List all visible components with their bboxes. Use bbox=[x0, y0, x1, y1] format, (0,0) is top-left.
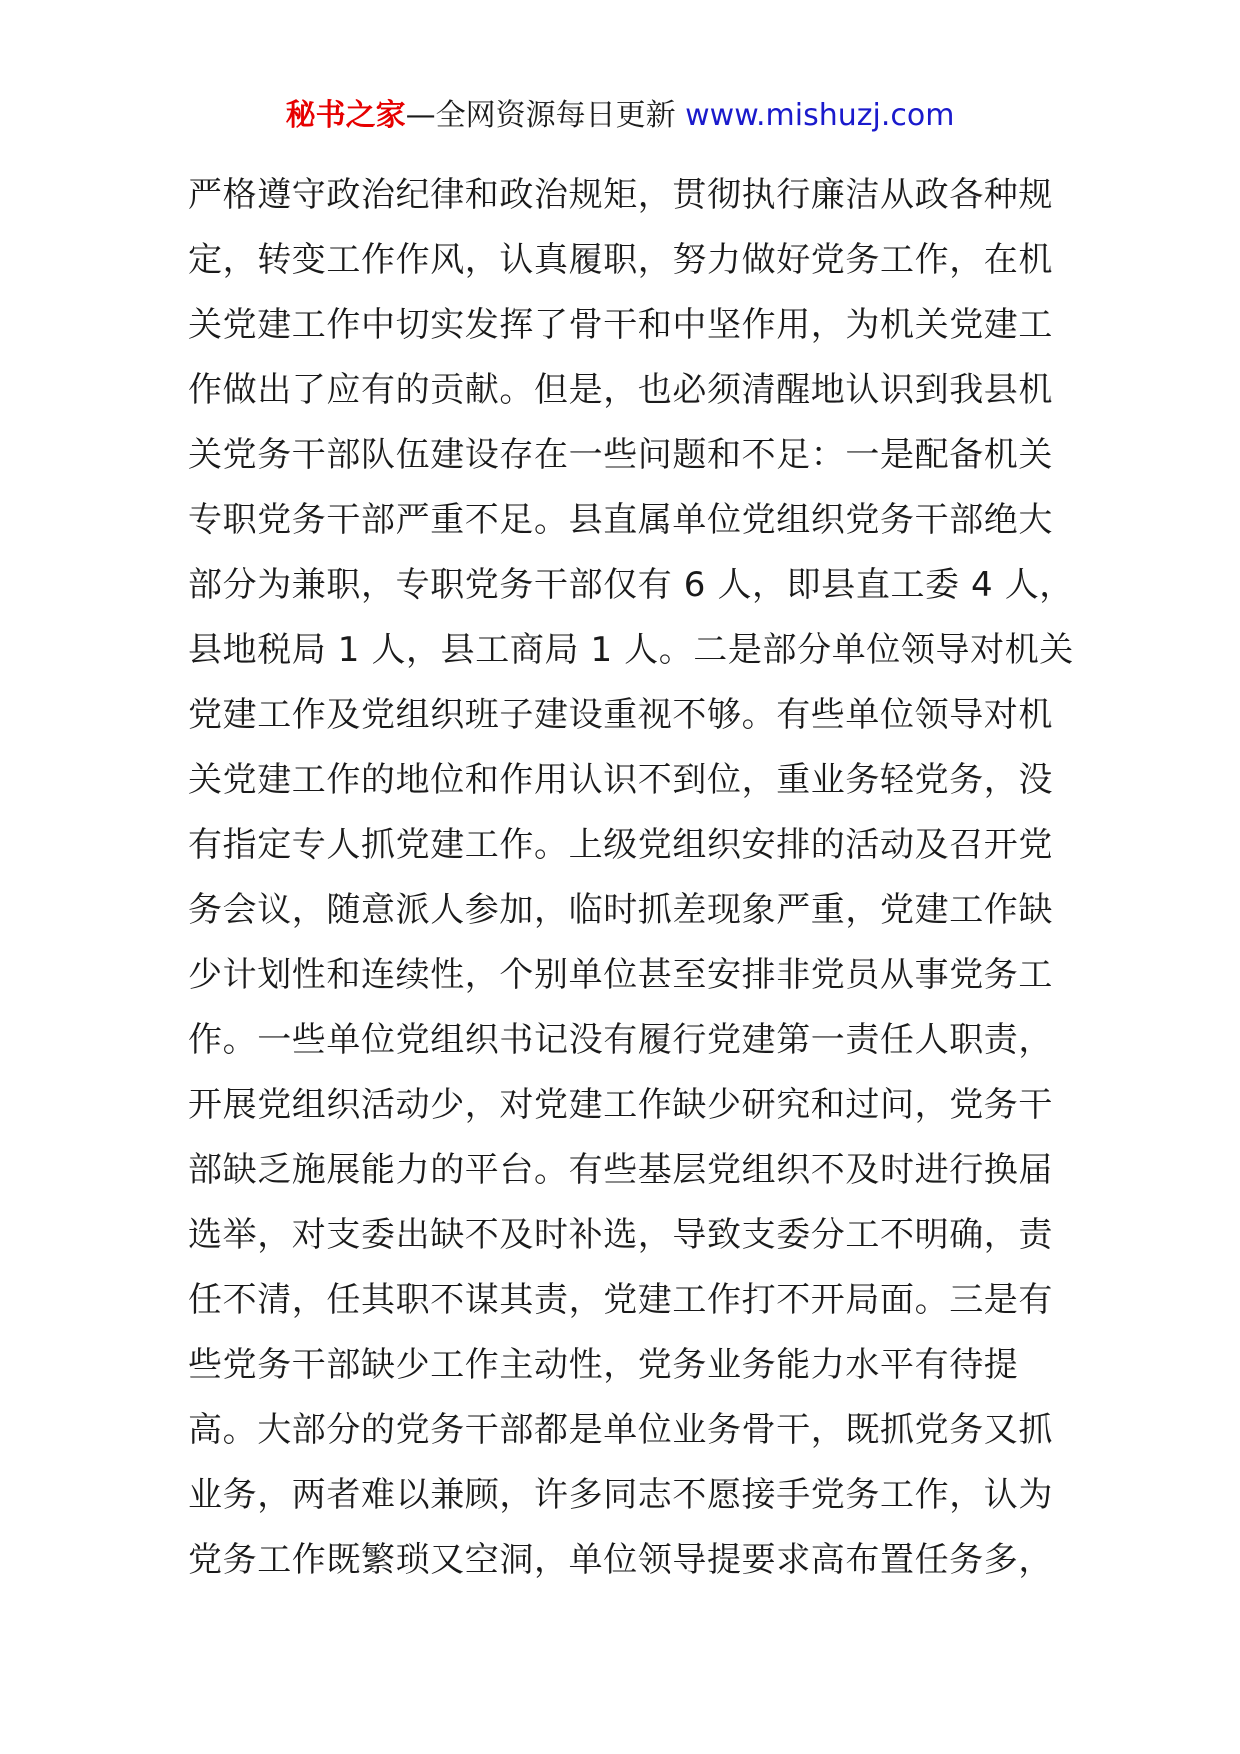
text-line: 任不清，任其职不谋其责，党建工作打不开局面。三是有 bbox=[188, 1280, 1053, 1320]
text-line: 党建工作及党组织班子建设重视不够。有些单位领导对机 bbox=[188, 695, 1053, 735]
site-url-link[interactable]: www.mishuzj.com bbox=[685, 98, 955, 133]
text-line: 部分为兼职，专职党务干部仅有 6 人，即县直工委 4 人， bbox=[188, 565, 1074, 605]
text-line: 少计划性和连续性，个别单位甚至安排非党员从事党务工 bbox=[188, 955, 1053, 995]
text-line: 县地税局 1 人，县工商局 1 人。二是部分单位领导对机关 bbox=[188, 630, 1074, 670]
text-line: 定，转变工作作风，认真履职，努力做好党务工作，在机 bbox=[188, 240, 1053, 280]
text-line: 专职党务干部严重不足。县直属单位党组织党务干部绝大 bbox=[188, 500, 1053, 540]
text-line: 党务工作既繁琐又空洞，单位领导提要求高布置任务多， bbox=[188, 1540, 1053, 1580]
text-line: 开展党组织活动少，对党建工作缺少研究和过问，党务干 bbox=[188, 1085, 1053, 1125]
text-line: 务会议，随意派人参加，临时抓差现象严重，党建工作缺 bbox=[188, 890, 1053, 930]
text-line: 高。大部分的党务干部都是单位业务骨干，既抓党务又抓 bbox=[188, 1410, 1053, 1450]
text-line: 关党建工作的地位和作用认识不到位，重业务轻党务，没 bbox=[188, 760, 1053, 800]
site-header bbox=[0, 96, 1240, 136]
text-line: 作。一些单位党组织书记没有履行党建第一责任人职责， bbox=[188, 1020, 1053, 1060]
text-line: 选举，对支委出缺不及时补选，导致支委分工不明确，责 bbox=[188, 1215, 1053, 1255]
site-brand: 秘书之家 bbox=[285, 98, 406, 133]
text-line: 作做出了应有的贡献。但是，也必须清醒地认识到我县机 bbox=[188, 370, 1053, 410]
text-line: 些党务干部缺少工作主动性，党务业务能力水平有待提 bbox=[188, 1345, 1019, 1385]
document-body bbox=[188, 163, 1074, 1593]
text-line: 关党建工作中切实发挥了骨干和中坚作用，为机关党建工 bbox=[188, 305, 1053, 345]
text-line: 有指定专人抓党建工作。上级党组织安排的活动及召开党 bbox=[188, 825, 1053, 865]
site-tagline: —全网资源每日更新 bbox=[405, 98, 686, 133]
text-line: 关党务干部队伍建设存在一些问题和不足：一是配备机关 bbox=[188, 435, 1053, 475]
text-line: 业务，两者难以兼顾，许多同志不愿接手党务工作，认为 bbox=[188, 1475, 1053, 1515]
text-line: 部缺乏施展能力的平台。有些基层党组织不及时进行换届 bbox=[188, 1150, 1053, 1190]
text-line: 严格遵守政治纪律和政治规矩，贯彻执行廉洁从政各种规 bbox=[188, 175, 1053, 215]
